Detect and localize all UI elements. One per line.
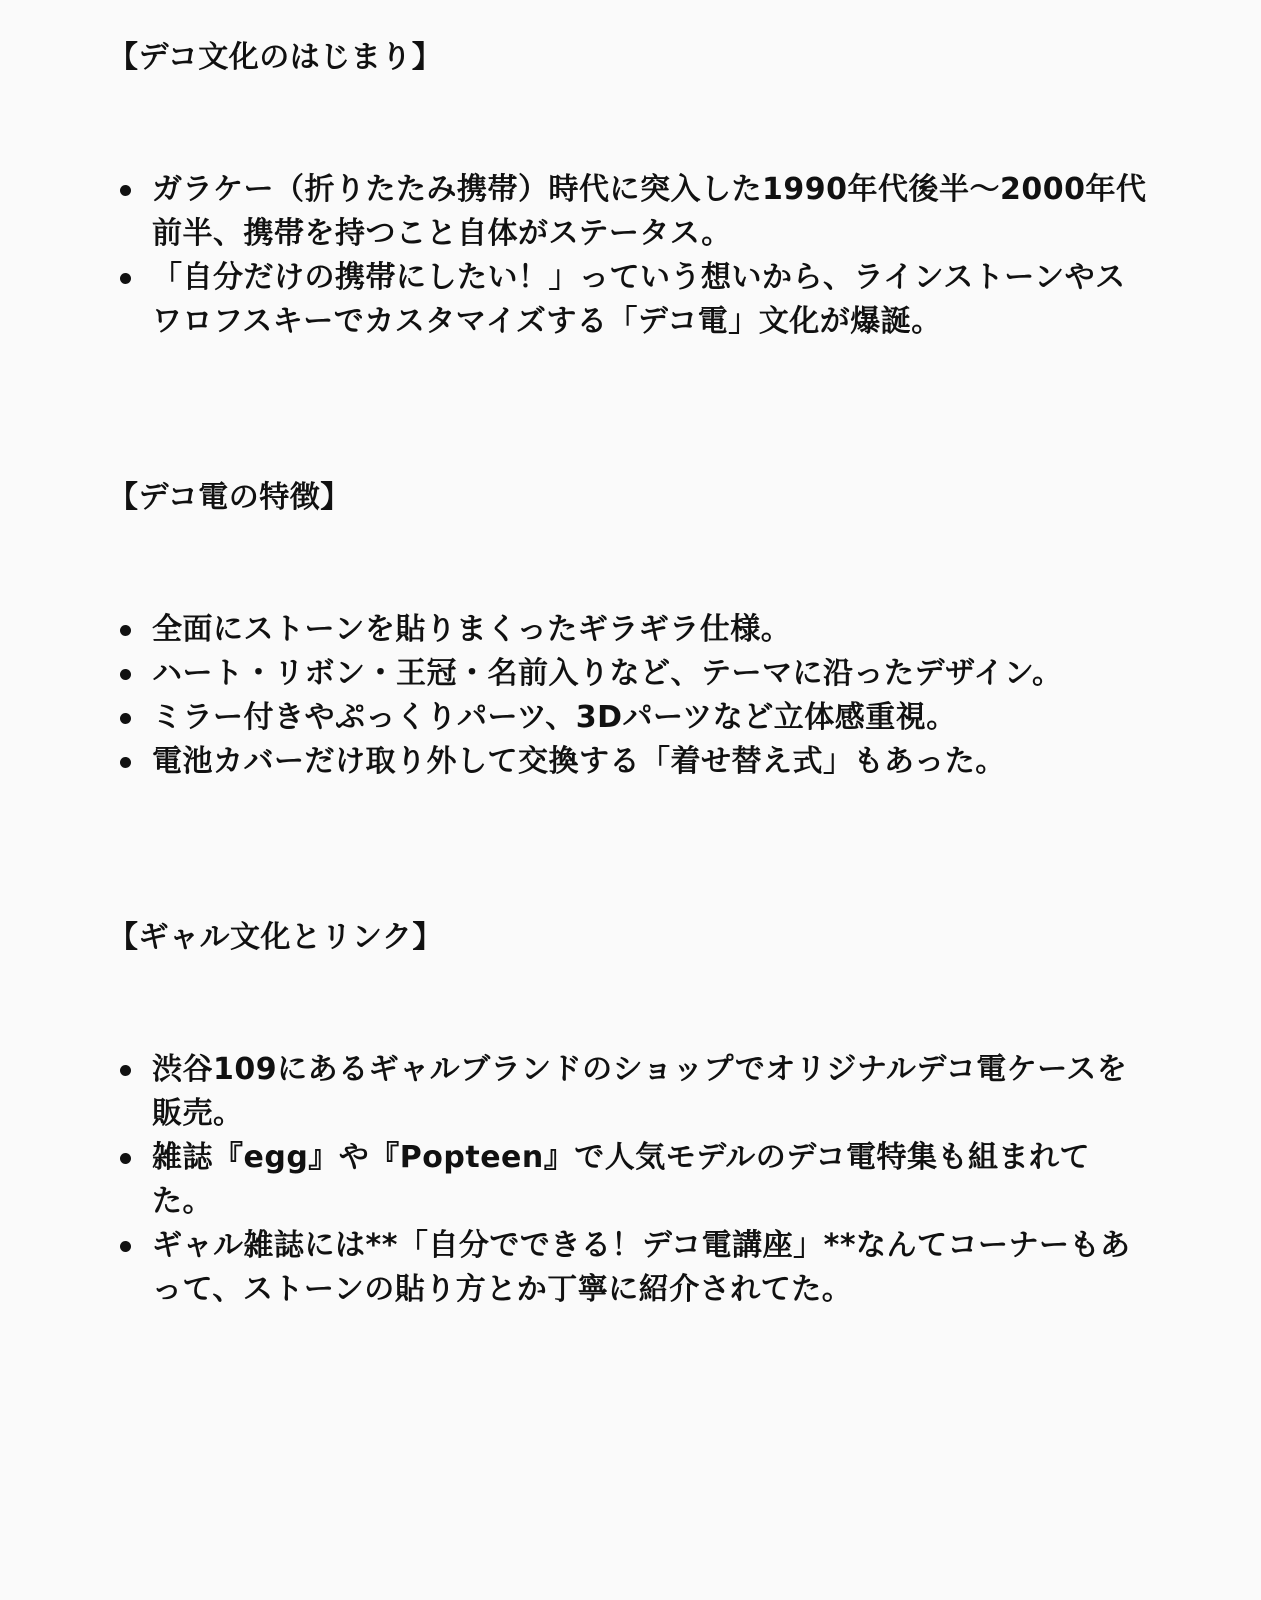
list-item-text: 雑誌『egg』や『Popteen』で人気モデルのデコ電特集も組まれてた。 — [152, 1140, 1091, 1219]
bullet-list — [0, 168, 1261, 344]
list-item — [0, 168, 1261, 256]
list-item-text: 電池カバーだけ取り外して交換する「着せ替え式」もあった。 — [152, 744, 1006, 779]
bullet-dot-icon — [120, 669, 131, 680]
list-item — [0, 652, 1261, 696]
bullet-dot-icon — [120, 757, 131, 768]
bullet-dot-icon — [120, 1153, 131, 1164]
list-item-text: ハート・リボン・王冠・名前入りなど、テーマに沿ったデザイン。 — [152, 656, 1063, 691]
list-item-text: 「自分だけの携帯にしたい！」っていう想いから、ラインストーンやスワロフスキーでカスタマイズする「デコ電」文化が爆誕。 — [152, 260, 1126, 339]
list-item-text: ギャル雑誌には**「自分でできる！デコ電講座」**なんてコーナーもあって、ストーンの貼り方とか丁寧に紹介されてた。 — [152, 1228, 1131, 1307]
bullet-dot-icon — [120, 185, 131, 196]
bullet-list — [0, 1048, 1261, 1312]
bullet-dot-icon — [120, 1065, 131, 1076]
bullet-dot-icon — [120, 273, 131, 284]
list-item-text: 渋谷109にあるギャルブランドのショップでオリジナルデコ電ケースを販売。 — [152, 1052, 1128, 1131]
bullet-dot-icon — [120, 1241, 131, 1252]
list-item — [0, 696, 1261, 740]
section-heading: 【デコ文化のはじまり】 — [108, 40, 443, 75]
list-item — [0, 1136, 1261, 1224]
list-item — [0, 608, 1261, 652]
section-heading: 【ギャル文化とリンク】 — [108, 920, 443, 955]
list-item-text: ミラー付きやぷっくりパーツ、3Dパーツなど立体感重視。 — [152, 700, 957, 735]
list-item-text: ガラケー（折りたたみ携帯）時代に突入した1990年代後半〜2000年代前半、携帯を持つこと自体がステータス。 — [152, 172, 1147, 251]
list-item — [0, 740, 1261, 784]
list-item — [0, 1048, 1261, 1136]
list-item — [0, 1224, 1261, 1312]
list-item — [0, 256, 1261, 344]
bullet-dot-icon — [120, 713, 131, 724]
bullet-list — [0, 608, 1261, 784]
bullet-dot-icon — [120, 625, 131, 636]
section-heading: 【デコ電の特徴】 — [108, 480, 351, 515]
list-item-text: 全面にストーンを貼りまくったギラギラ仕様。 — [152, 612, 792, 647]
